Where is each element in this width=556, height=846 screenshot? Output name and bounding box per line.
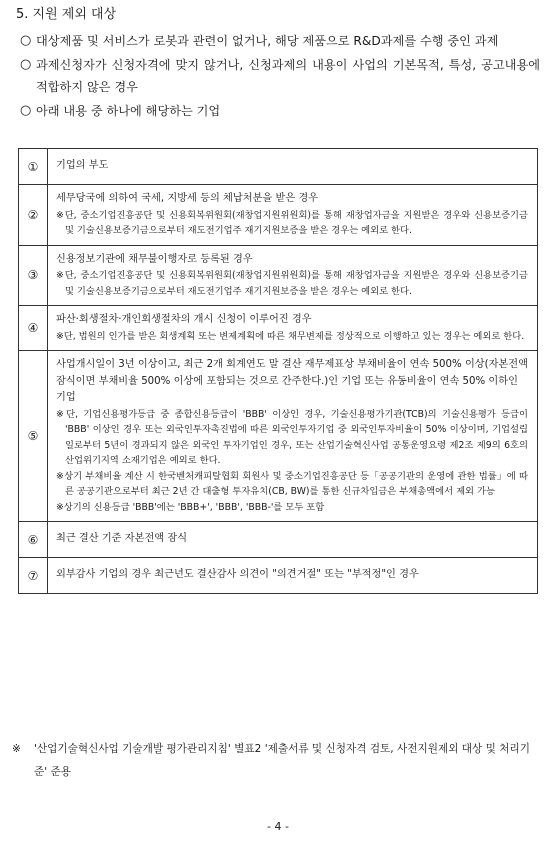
page-number: - 4 - [267,820,289,833]
row-main-text: 기업의 부도 [56,160,109,172]
table-row [19,149,538,185]
footer-note [12,738,540,784]
criterion-item [20,30,540,52]
row-number: ④ [19,306,48,351]
row-main-text: 외부감사 기업의 경우 최근년도 결산감사 의견이 "의견거절" 또는 "부적정"인 경우 [56,569,419,581]
row-number: ③ [19,245,48,306]
row-content [48,306,538,351]
row-main-text: 최근 결산 기준 자본전액 잠식 [56,533,188,545]
table-row [19,245,538,306]
circle-bullet-icon: ○ [20,103,32,118]
row-content [48,351,538,522]
table-row [19,306,538,351]
row-content [48,185,538,246]
row-main-text: 사업개시일이 3년 이상이고, 최근 2개 회계연도 말 결산 재무제표상 부채비율이 연속 500% 이상(자본전액잠식이면 부채비율 500% 이상에 포함되는 것으로 간주한다.)인 기업 또는 유동비율이 연속 50% 이하인 기업 [56,359,528,403]
row-number: ⑦ [19,558,48,594]
row-content [48,149,538,185]
row-note: ※단, 중소기업진흥공단 및 신용회복위원회(재창업지원위원회)를 통해 재창업자금을 지원받은 경우와 신용보증기금 및 기술신용보증기금으로부터 재도전기업주 재기지원보증을 받은 경우는 예외로 한다. [56,270,528,297]
row-content [48,245,538,306]
criterion-text: 아래 내용 중 하나에 해당하는 기업 [36,104,221,118]
row-main-text: 세무당국에 의하여 국세, 지방세 등의 체납처분을 받은 경우 [56,193,319,204]
row-note: ※단, 법원의 인가를 받은 회생계획 또는 변제계획에 따른 채무변제를 정상적으로 이행하고 있는 경우는 예외로 한다. [56,330,525,342]
table-row [19,522,538,558]
table-row [19,558,538,594]
exclusion-table [18,148,538,594]
row-note: ※단, 중소기업진흥공단 및 신용회복위원회(재창업지원위원회)를 통해 재창업자금을 지원받은 경우와 신용보증기금 및 기술신용보증기금으로부터 재도전기업주 재기지원보증을 받은 경우는 예외로 한다. [56,209,528,236]
row-content [48,522,538,558]
row-note: ※단, 기업신용평가등급 중 종합신용등급이 'BBB' 이상인 경우, 기술신용평가기관(TCB)의 기술신용평가 등급이 'BBB' 이상인 경우 또는 외국인투자촉진법에 따른 외국인투자기업 중 외국인투자비율이 50% 이상이며, 기업설립일로부터 5년이 경과되지 않은 외국인 투자기업인 경우, 또는 산업기술혁신사업 공통운영요령 제2조 제9의 6호의 산업위기지역 소재기업은 예외로 한다. [56,408,528,466]
row-number: ② [19,185,48,246]
criterion-text: 과제신청자가 신청자격에 맞지 않거나, 신청과제의 내용이 사업의 기본목적, 특성, 공고내용에 적합하지 않은 경우 [36,58,540,94]
criteria-list [20,30,540,124]
row-main-text: 신용정보기관에 채무불이행자로 등록된 경우 [56,253,253,265]
table-row [19,185,538,246]
criterion-item [20,100,540,122]
circle-bullet-icon: ○ [20,57,32,72]
criterion-item [20,54,540,98]
row-note: ※상기의 신용등급 'BBB'에는 'BBB+', 'BBB', 'BBB-'를 모두 포함 [56,501,325,513]
row-number: ⑥ [19,522,48,558]
table-row [19,351,538,522]
row-note: ※상기 부채비율 계산 시 한국벤처캐피탈협회 회원사 및 중소기업진흥공단 등「공공기관의 운영에 관한 법률」에 따른 공공기관으로부터 최근 2년 간 대출형 투자유치(CB, BW)를 통한 신규차입금은 부채총액에서 제외 가능 [56,470,528,497]
circle-bullet-icon: ○ [20,33,32,48]
row-number: ⑤ [19,351,48,522]
row-content [48,558,538,594]
row-number: ① [19,149,48,185]
row-main-text: 파산·회생절차·개인회생절차의 개시 신청이 이루어진 경우 [56,314,312,325]
note-text: '산업기술혁신사업 기술개발 평가관리지침' 별표2 '제출서류 및 신청자격 검토, 사전지원제외 대상 및 처리기준' 준용 [34,743,530,778]
note-mark: ※ [12,743,21,755]
criterion-text: 대상제품 및 서비스가 로봇과 관련이 없거나, 해당 제품으로 R&D과제를 수행 중인 과제 [36,34,499,48]
section-heading: 5. 지원 제외 대상 [16,7,117,22]
